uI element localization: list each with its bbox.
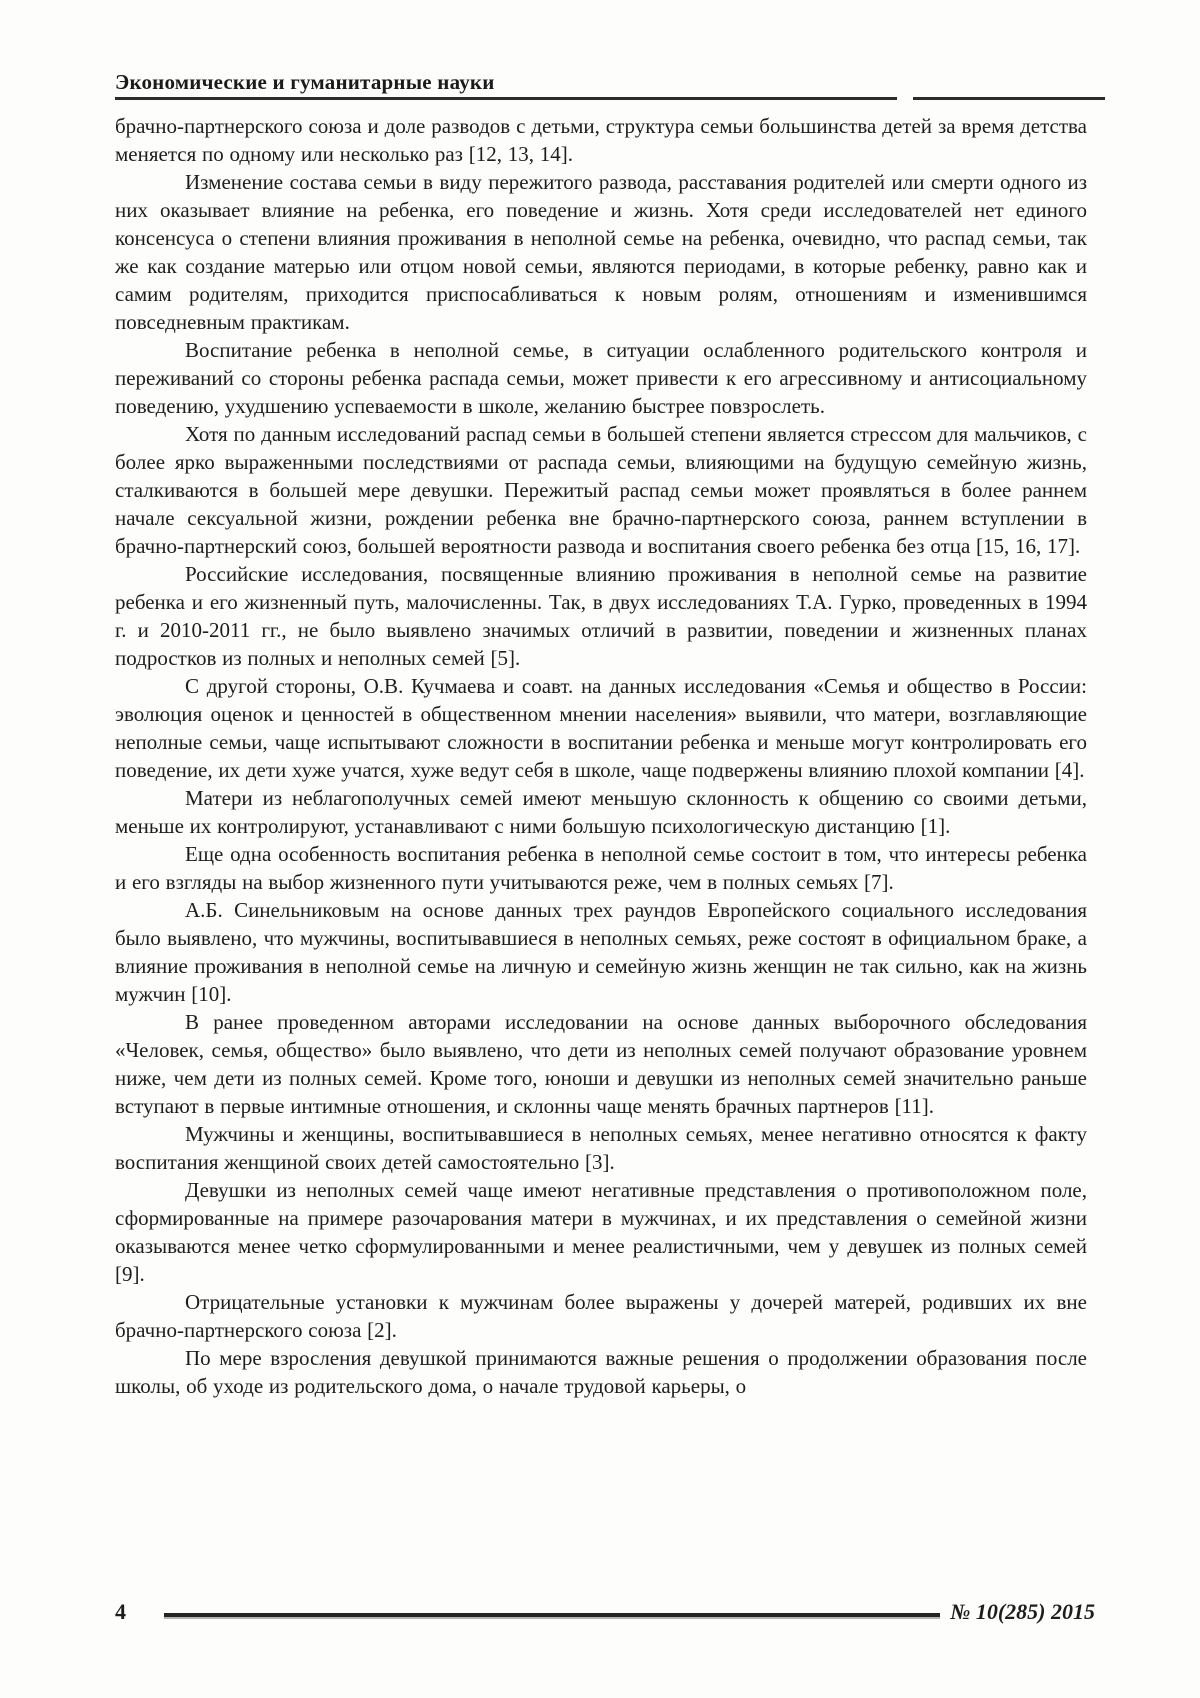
paragraph: Еще одна особенность воспитания ребенка в неполной семье состоит в том, что интересы ребенка и его взгляды на выбор жизненного пути учитываются реже, чем в полных семьях [7]. [115, 842, 1087, 894]
page-footer [115, 1598, 1095, 1626]
paragraph: Российские исследования, посвященные влиянию проживания в неполной семье на развитие ребенка и его жизненный путь, малочисленны. Так, в двух исследованиях Т.А. Гурко, проведенных в 1994 г. и 2010-2011 гг., не было выявлено значимых отличий в развитии, поведении и жизненных планах подростков из полных и неполных семей [5]. [115, 562, 1087, 670]
article-body [115, 112, 1087, 1400]
paragraph: В ранее проведенном авторами исследовании на основе данных выборочного обследования «Человек, семья, общество» было выявлено, что дети из неполных семей получают образование уровнем ниже, чем дети из полных семей. Кроме того, юноши и девушки из неполных семей значительно раньше вступают в первые интимные отношения, и склонны чаще менять брачных партнеров [11]. [115, 1010, 1087, 1118]
paragraph: Отрицательные установки к мужчинам более выражены у дочерей матерей, родивших их вне брачно-партнерского союза [2]. [115, 1290, 1087, 1342]
journal-section-title: Экономические и гуманитарные науки [115, 70, 495, 94]
header-rule [115, 97, 1105, 100]
paragraph: По мере взросления девушкой принимаются важные решения о продолжении образования после школы, об уходе из родительского дома, о начале трудовой карьеры, о [115, 1346, 1087, 1398]
paragraph: Мужчины и женщины, воспитывавшиеся в неполных семьях, менее негативно относятся к факту воспитания женщиной своих детей самостоятельно [3]. [115, 1122, 1087, 1174]
paragraph: Изменение состава семьи в виду пережитого развода, расставания родителей или смерти одного из них оказывает влияние на ребенка, его поведение и жизнь. Хотя среди исследователей нет единого консенсуса о степени влияния проживания в неполной семье на ребенка, очевидно, что распад семьи, так же как создание матерью или отцом новой семьи, являются периодами, в которые ребенку, равно как и самим родителям, приходится приспосабливаться к новым ролям, отношениям и изменившимся повседневным практикам. [115, 170, 1087, 334]
paragraph: Хотя по данным исследований распад семьи в большей степени является стрессом для мальчиков, с более ярко выраженными последствиями от распада семьи, влияющими на будущую семейную жизнь, сталкиваются в большей мере девушки. Пережитый распад семьи может проявляться в более раннем начале сексуальной жизни, рождении ребенка вне брачно-партнерского союза, раннем вступлении в брачно-партнерский союз, большей вероятности развода и воспитания своего ребенка без отца [15, 16, 17]. [115, 422, 1087, 558]
paragraph: Воспитание ребенка в неполной семье, в ситуации ослабленного родительского контроля и переживаний со стороны ребенка распада семьи, может привести к его агрессивному и антисоциальному поведению, ухудшению успеваемости в школе, желанию быстрее повзрослеть. [115, 338, 1087, 418]
paragraph: брачно-партнерского союза и доле разводов с детьми, структура семьи большинства детей за время детства меняется по одному или несколько раз [12, 13, 14]. [115, 114, 1087, 166]
paragraph: А.Б. Синельниковым на основе данных трех раундов Европейского социального исследования было выявлено, что мужчины, воспитывавшиеся в неполных семьях, реже состоят в официальном браке, а влияние проживания в неполной семье на личную и семейную жизнь женщин не так сильно, как на жизнь мужчин [10]. [115, 898, 1087, 1006]
paragraph: Матери из неблагополучных семей имеют меньшую склонность к общению со своими детьми, меньше их контролируют, устанавливают с ними большую психологическую дистанцию [1]. [115, 786, 1087, 838]
issue-label: № 10(285) 2015 [950, 1599, 1095, 1624]
page-number: 4 [115, 1599, 126, 1624]
paragraph: С другой стороны, О.В. Кучмаева и соавт. на данных исследования «Семья и общество в России: эволюция оценок и ценностей в общественном мнении населения» выявили, что матери, возглавляющие неполные семьи, чаще испытывают сложности в воспитании ребенка и меньше могут контролировать его поведение, их дети хуже учатся, хуже ведут себя в школе, чаще подвержены влиянию плохой компании [4]. [115, 674, 1087, 782]
running-header [115, 70, 1105, 100]
paragraph: Девушки из неполных семей чаще имеют негативные представления о противоположном поле, сформированные на примере разочарования матери в мужчинах, и их представления о семейной жизни оказываются менее четко сформулированными и менее реалистичными, чем у девушек из полных семей [9]. [115, 1178, 1087, 1286]
footer-rule [164, 1613, 940, 1617]
